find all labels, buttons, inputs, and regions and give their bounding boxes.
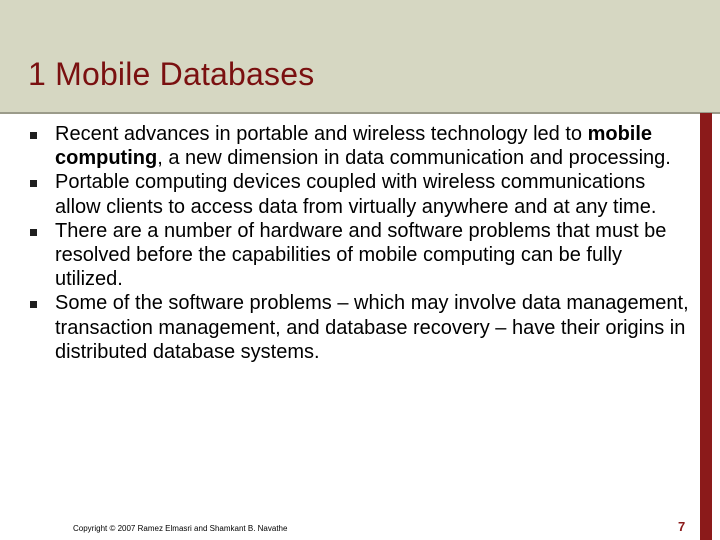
bullet-item xyxy=(30,291,690,364)
bullet-item xyxy=(30,219,690,292)
slide-title: 1 Mobile Databases xyxy=(28,56,315,92)
bullet-square-icon xyxy=(30,132,37,139)
bullet-item xyxy=(30,170,690,218)
bullet-text: Portable computing devices coupled with wireless communications allow clients to access data from virtually anywhere and at any time. xyxy=(55,171,657,218)
bullet-square-icon xyxy=(30,180,37,187)
bullet-item xyxy=(30,122,690,170)
bullet-square-icon xyxy=(30,301,37,308)
copyright-footer: Copyright © 2007 Ramez Elmasri and Shamkant B. Navathe xyxy=(73,524,288,533)
page-number: 7 xyxy=(678,519,686,534)
header-divider xyxy=(0,112,720,114)
accent-bar xyxy=(700,113,712,540)
bullet-text: Some of the software problems – which may involve data management, transaction management, and database recovery – have their origins in distributed database systems. xyxy=(55,292,689,363)
bullet-square-icon xyxy=(30,229,37,236)
bullet-text: , a new dimension in data communication and processing. xyxy=(157,147,671,170)
bullet-emphasis: mobile computing xyxy=(55,123,653,170)
bullet-text: Recent advances in portable and wireless technology led to xyxy=(55,123,588,145)
bullet-list xyxy=(30,122,690,364)
bullet-text: There are a number of hardware and software problems that must be resolved before the capabilities of mobile computing can be fully utilized. xyxy=(55,219,667,291)
